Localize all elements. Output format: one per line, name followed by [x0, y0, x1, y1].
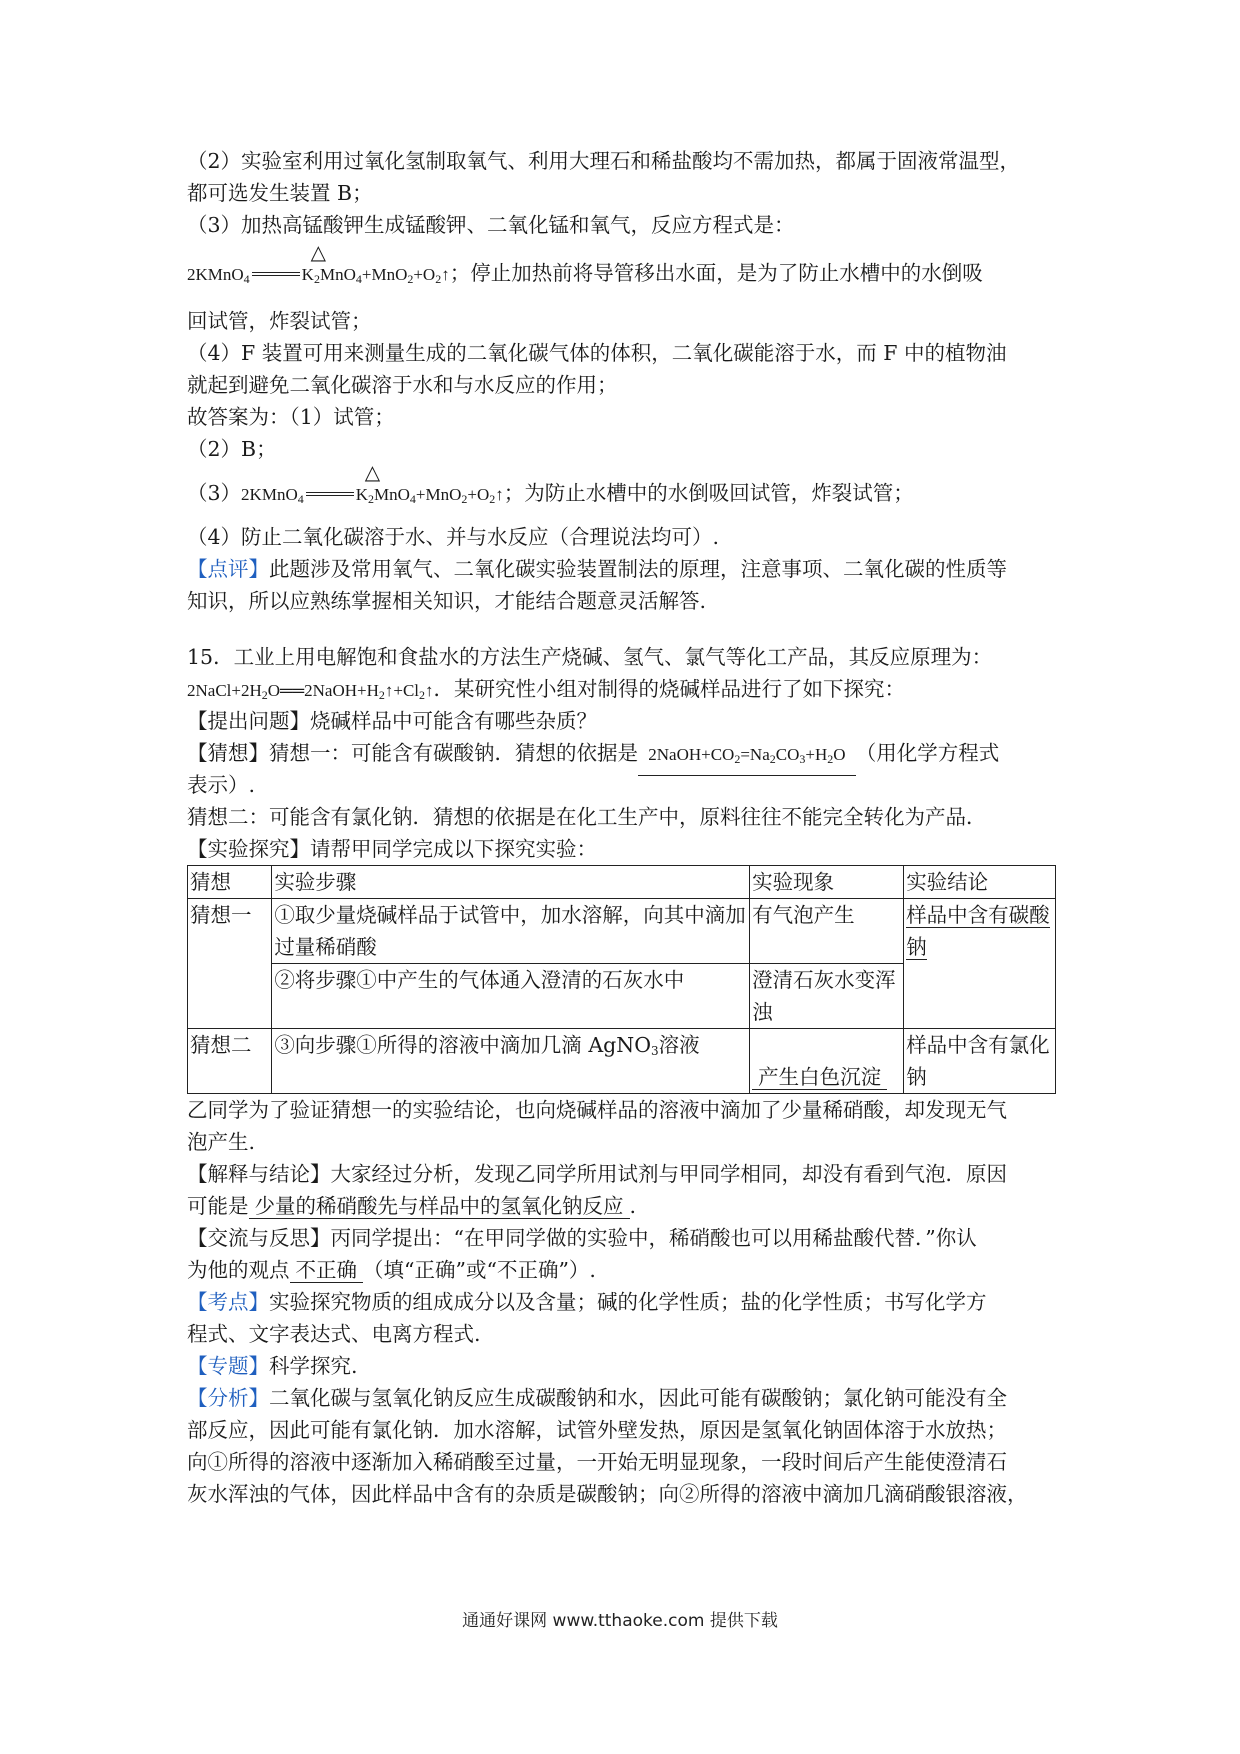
equation-nacl: $2NaCl+2H_2O══2NaOH+H_2↑+Cl_2↑$: [187, 681, 434, 702]
table-header: 实验结论: [904, 866, 1056, 899]
text-line: 表示）.: [187, 773, 256, 797]
kaodian-line: 【考点】实验探究物质的组成成分以及含量；碱的化学性质；盐的化学性质；书写化学方: [187, 1290, 987, 1314]
table-cell: 产生白色沉淀: [750, 1029, 904, 1094]
reaction-line: $2NaCl+2H_2O══2NaOH+H_2↑+Cl_2↑$．某研究性小组对制得的烧碱样品进行了如下探究：: [187, 673, 1062, 705]
table-cell: 猜想一: [188, 899, 272, 1029]
table-cell: 澄清石灰水变浑浊: [750, 964, 904, 1029]
table-cell: 样品中含有碳酸钠: [904, 899, 1056, 1029]
text-line: 就起到避免二氧化碳溶于水和与水反应的作用；: [187, 373, 618, 397]
table-cell: 有气泡产生: [750, 899, 904, 964]
text-line: （3）加热高锰酸钾生成锰酸钾、二氧化锰和氧气，反应方程式是：: [187, 213, 795, 237]
text-line: 知识，所以应熟练掌握相关知识，才能结合题意灵活解答.: [187, 589, 707, 613]
answer-line: 可能是 少量的稀硝酸先与样品中的氢氧化钠反应 .: [187, 1194, 637, 1218]
page-content: [187, 145, 1062, 1510]
text-line: 都可选发生装置 B；: [187, 181, 373, 205]
question-title: 15．工业上用电解饱和食盐水的方法生产烧碱、氢气、氯气等化工产品，其反应原理为：: [187, 645, 993, 669]
text-line: 部反应，因此可能有氯化钠．加水溶解，试管外壁发热，原因是氢氧化钠固体溶于水放热；: [187, 1418, 1007, 1442]
answer-equation: $2NaOH+CO_2=Na_2CO_3+H_2O$: [638, 739, 856, 776]
answer-blank: 不正确: [290, 1258, 364, 1283]
text-line: 乙同学为了验证猜想一的实验结论，也向烧碱样品的溶液中滴加了少量稀硝酸，却发现无气: [187, 1098, 1007, 1122]
zhuanti-line: 【专题】科学探究.: [187, 1354, 358, 1378]
text-line: 向①所得的溶液中逐渐加入稀硝酸至过量，一开始无明显现象，一段时间后产生能使澄清石: [187, 1450, 1007, 1474]
text-line: 【实验探究】请帮甲同学完成以下探究实验：: [187, 837, 597, 861]
comment-line: 【点评】此题涉及常用氧气、二氧化碳实验装置制法的原理，注意事项、二氧化碳的性质等: [187, 557, 1007, 581]
table-cell: 猜想二: [188, 1029, 272, 1094]
table-header: 实验现象: [750, 866, 904, 899]
page-footer: 通通好课网 www.tthaoke.com 提供下载: [462, 1611, 778, 1631]
experiment-table: [187, 865, 1056, 1094]
equation-line-1: 2KMnO$_4$ △ $K_2MnO_4+MnO_2+O_2↑$；停止加热前将导管移出水面，是为了防止水槽中的水倒吸: [187, 241, 1062, 305]
text-line: 灰水浑浊的气体，因此样品中含有的杂质是碳酸钠；向②所得的溶液中滴加几滴硝酸银溶液，: [187, 1482, 1028, 1506]
text-line: 故答案为：（1）试管；: [187, 405, 395, 429]
answer-blank: 少量的稀硝酸先与样品中的氢氧化钠反应: [249, 1194, 630, 1219]
text-line: 泡产生.: [187, 1130, 256, 1154]
table-cell: ②将步骤①中产生的气体通入澄清的石灰水中: [272, 964, 750, 1029]
answer-line: 为他的观点 不正确 （填“正确”或“不正确”）.: [187, 1258, 596, 1282]
text-line: （2）实验室利用过氧化氢制取氧气、利用大理石和稀盐酸均不需加热，都属于固液常温型，: [187, 149, 1021, 173]
table-cell: 样品中含有氯化钠: [904, 1029, 1056, 1094]
equation-kmno4: 2KMnO$_4$ △ $K_2MnO_4+MnO_2+O_2↑$: [241, 462, 504, 506]
table-header: 猜想: [188, 866, 272, 899]
text-line: 程式、文字表达式、电离方程式.: [187, 1322, 481, 1346]
table-cell: ③向步骤①所得的溶液中滴加几滴 AgNO$_3$溶液: [272, 1029, 750, 1094]
text-line: （4）防止二氧化碳溶于水、并与水反应（合理说法均可）.: [187, 525, 720, 549]
equation-kmno4: 2KMnO$_4$ △ $K_2MnO_4+MnO_2+O_2↑$: [187, 242, 450, 286]
text-line: 【交流与反思】丙同学提出：“在甲同学做的实验中，稀硝酸也可以用稀盐酸代替．”你认: [187, 1226, 977, 1250]
text-line: （2）B；: [187, 437, 277, 461]
text-line: 【解释与结论】大家经过分析，发现乙同学所用试剂与甲同学相同，却没有看到气泡．原因: [187, 1162, 1007, 1186]
text-line: 猜想二：可能含有氯化钠．猜想的依据是在化工生产中，原料往往不能完全转化为产品．: [187, 805, 987, 829]
text-line: 回试管，炸裂试管；: [187, 309, 372, 333]
text-line: 【提出问题】烧碱样品中可能含有哪些杂质？: [187, 709, 597, 733]
table-cell: ①取少量烧碱样品于试管中，加水溶解，向其中滴加过量稀硝酸: [272, 899, 750, 964]
text-line: （4）F 装置可用来测量生成的二氧化碳气体的体积，二氧化碳能溶于水，而 F 中的植物油: [187, 341, 1007, 365]
equation-line-2: （3）2KMnO$_4$ △ $K_2MnO_4+MnO_2+O_2↑$；为防止水槽中的水倒吸回试管，炸裂试管；: [187, 465, 1062, 521]
fenxi-line: 【分析】二氧化碳与氢氧化钠反应生成碳酸钠和水，因此可能有碳酸钠；氯化钠可能没有全: [187, 1386, 1007, 1410]
table-header: 实验步骤: [272, 866, 750, 899]
guess-line: 【猜想】猜想一：可能含有碳酸钠．猜想的依据是 $2NaOH+CO_2=Na_2CO_3+H_2O$ （用化学方程式: [187, 737, 1062, 769]
